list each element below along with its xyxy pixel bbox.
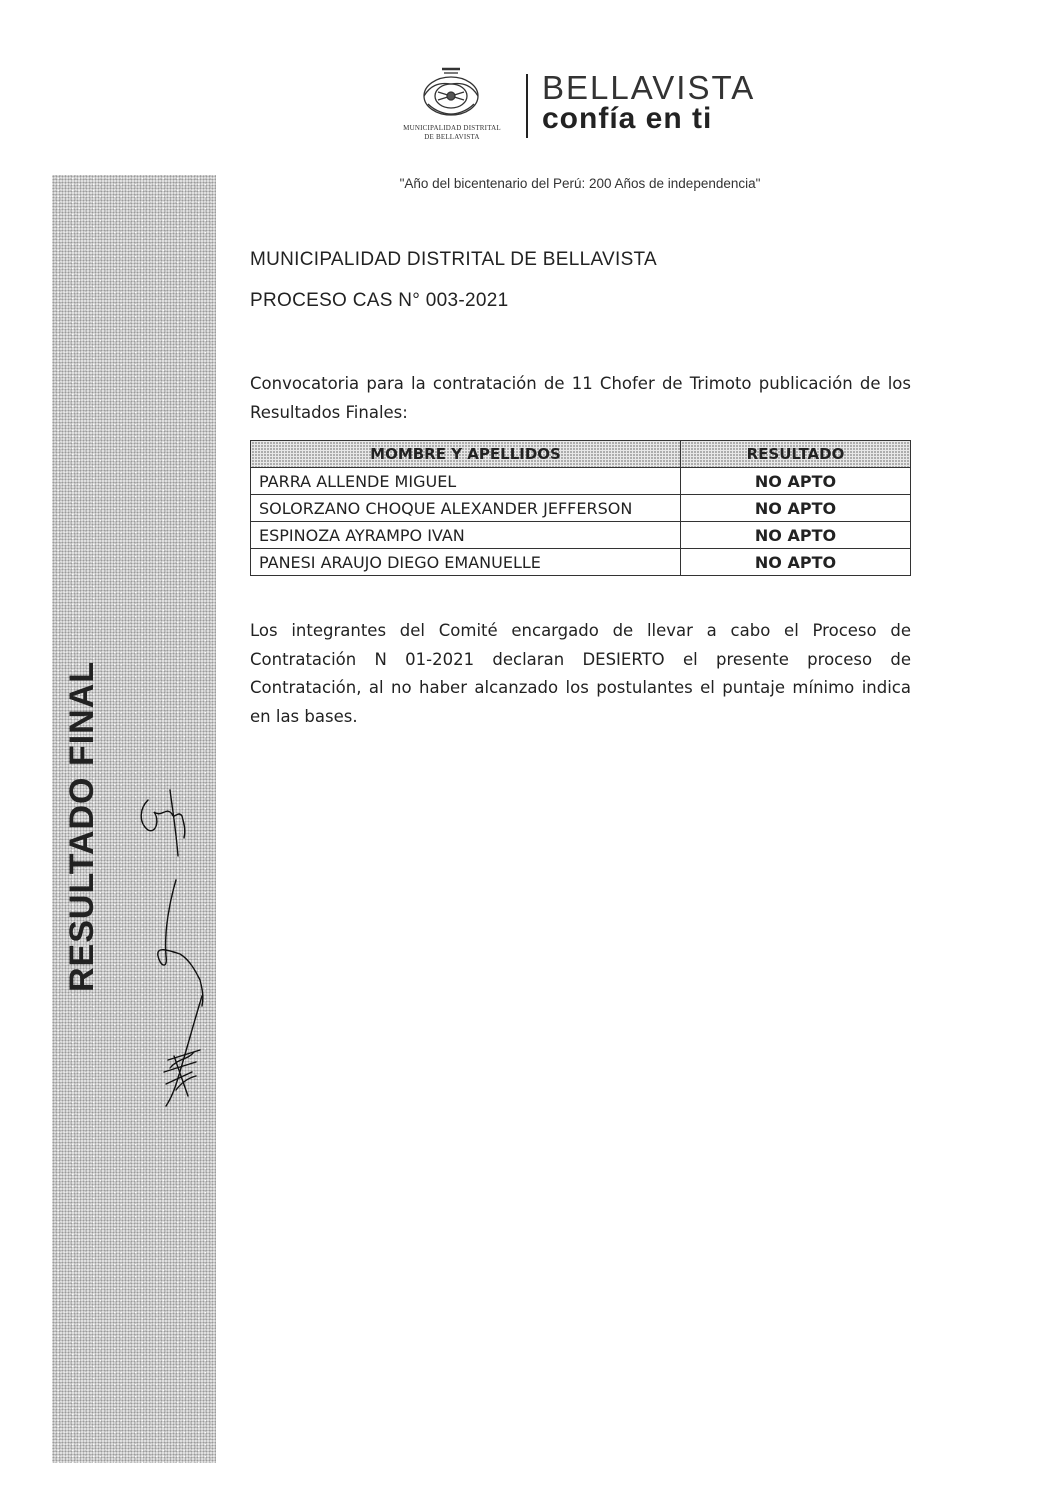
document-title: MUNICIPALIDAD DISTRITAL DE BELLAVISTA [250, 249, 658, 270]
logo-divider [526, 74, 528, 138]
results-table [250, 440, 911, 576]
municipality-logo [388, 62, 788, 150]
table-row [251, 468, 911, 495]
process-number: PROCESO CAS N° 003-2021 [250, 290, 509, 311]
seal-caption-line-2: DE BELLAVISTA [424, 133, 480, 141]
handwritten-signatures [130, 760, 240, 1130]
results-table-header-row [251, 441, 911, 468]
signature-1 [141, 800, 185, 838]
candidate-name: PANESI ARAUJO DIEGO EMANUELLE [251, 549, 681, 576]
municipal-seal-icon [416, 64, 486, 122]
column-header-result: RESULTADO [681, 441, 911, 468]
candidate-result: NO APTO [681, 549, 911, 576]
intro-paragraph: Convocatoria para la contratación de 11 Chofer de Trimoto publicación de los Resultados Finales: [250, 374, 911, 422]
seal-caption [388, 124, 516, 142]
brand-slogan: confía en ti [542, 102, 713, 135]
result-stamp-label: RESULTADO FINAL [63, 660, 101, 992]
candidate-name: ESPINOZA AYRAMPO IVAN [251, 522, 681, 549]
candidate-result: NO APTO [681, 495, 911, 522]
seal-caption-line-1: MUNICIPALIDAD DISTRITAL [403, 124, 501, 132]
signature-1-tail [170, 790, 178, 856]
candidate-result: NO APTO [681, 522, 911, 549]
table-row [251, 495, 911, 522]
candidate-name: PARRA ALLENDE MIGUEL [251, 468, 681, 495]
table-row [251, 522, 911, 549]
candidate-result: NO APTO [681, 468, 911, 495]
brand-name: BELLAVISTA [542, 69, 756, 106]
conclusion-paragraph: Los integrantes del Comité encargado de llevar a cabo el Proceso de Contratación N 01-2021 declaran DESIERTO el presente proceso de Contratación, al no haber alcanzado los postulantes el puntaje mínimo indica en las bases. [250, 621, 911, 726]
signature-2 [158, 880, 203, 1006]
signature-3-hatch-a [164, 1050, 200, 1096]
candidate-name: SOLORZANO CHOQUE ALEXANDER JEFFERSON [251, 495, 681, 522]
national-motto: "Año del bicentenario del Perú: 200 Años de independencia" [399, 176, 761, 191]
table-row [251, 549, 911, 576]
column-header-name: MOMBRE Y APELLIDOS [251, 441, 681, 468]
